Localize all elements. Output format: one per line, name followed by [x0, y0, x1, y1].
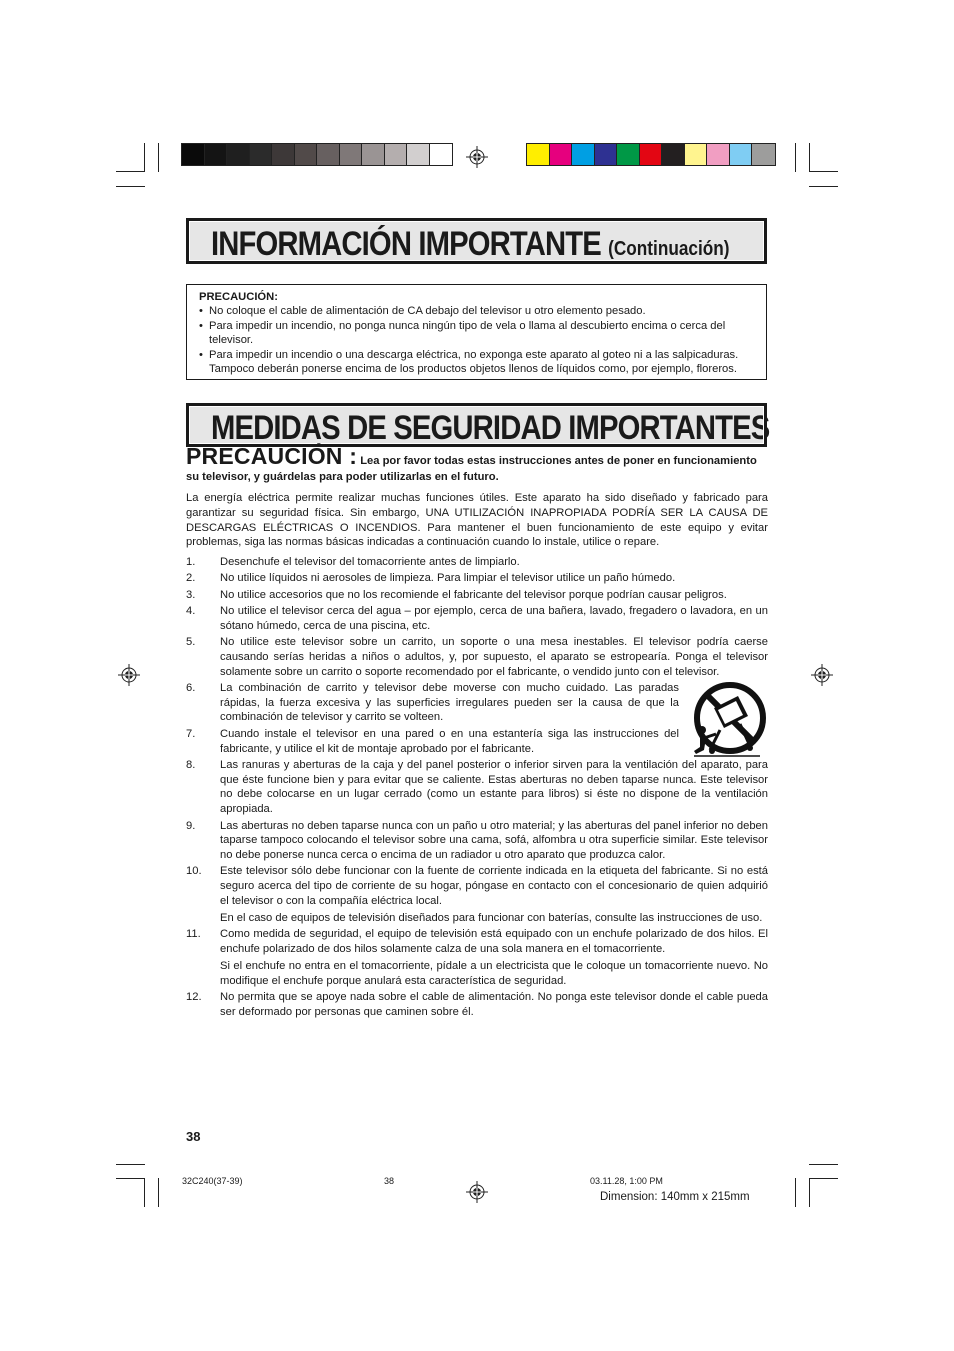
gray-swatch — [407, 144, 430, 165]
footer-date: 03.11.28, 1:00 PM — [590, 1176, 663, 1186]
precaution-label: PRECAUCIÓN : — [186, 443, 358, 469]
page-title — [211, 224, 729, 269]
list-item — [186, 604, 768, 634]
precaution-intro — [186, 443, 769, 485]
gray-swatch — [430, 144, 453, 165]
list-item — [186, 588, 768, 603]
gray-swatch — [362, 144, 385, 165]
item-text: Desenchufe el televisor del tomacorriente antes de limpiarlo. — [220, 556, 520, 568]
color-swatch — [595, 144, 618, 165]
item-number: 5. — [186, 635, 196, 648]
list-item — [186, 864, 768, 925]
list-item — [186, 681, 768, 725]
footer-dimension: Dimension: 140mm x 215mm — [600, 1191, 750, 1203]
item-text: No utilice este televisor sobre un carrito, un soporte o una mesa inestables. El televisor podría caerse causando serías heridas a niños o adultos, y, por supuesto, el aparato se estropearía. Ponga el televisor solamente sobre un carrito o soporte recomendado por el fabricante, o vendido junto con el televisor. — [220, 635, 768, 678]
item-text: Este televisor sólo debe funcionar con la fuente de corriente indicada en la etiqueta del fabricante. Si no está seguro acerca del tipo de corriente de su hogar, póngase en contacto con el concesionario de quien adquirió el televisor o con la compañía eléctrica local. — [220, 865, 768, 908]
item-number: 11. — [186, 928, 201, 941]
item-text: Cuando instale el televisor en una pared o en una estantería siga las instrucciones del fabricante, y utilice el kit de montaje aprobado por el fabricante. — [220, 727, 679, 755]
registration-mark-icon — [811, 664, 833, 686]
safety-list — [186, 555, 768, 1021]
item-number: 2. — [186, 572, 196, 585]
item-text: Si el enchufe no entra en el tomacorriente, pídale a un electricista que le coloque un tomacorriente nuevo. No modifique el enchufe porque anulará esta característica de seguridad. — [220, 959, 768, 987]
item-number: 10. — [186, 865, 202, 878]
intro-paragraph: La energía eléctrica permite realizar muchas funciones útiles. Este aparato ha sido diseñado y fabricado para garantizar su seguridad física. Sin embargo, UNA UTILIZACIÓN INAPROPIADA PODRÍA SER LA CAUSA DE DESCARGAS ELÉCTRICAS O INCENDIOS. Para mantener el buen funcionamiento de este equipo y evitar problemas, siga las normas básicas indicadas a continuación cuando lo instale, utilice o repare. — [186, 492, 768, 549]
item-text: Como medida de seguridad, el equipo de televisión está equipado con un enchufe polarizado de dos hilos. El enchufe polarizado de dos hilos solamente calza de una sola manera en el tomacorriente. — [220, 928, 768, 955]
item-text: No utilice el televisor cerca del agua – por ejemplo, cerca de una bañera, lavado, fregadero o lavadora, en un sótano húmedo, cerca de una piscina, etc. — [220, 604, 768, 632]
item-number: 1. — [186, 556, 196, 568]
grayscale-color-bar — [181, 143, 453, 166]
gray-swatch — [317, 144, 340, 165]
title-subtitle: (Continuación) — [608, 238, 730, 260]
registration-mark-icon — [466, 146, 488, 168]
item-number: 8. — [186, 758, 196, 771]
title-text: INFORMACIÓN IMPORTANTE — [211, 225, 601, 263]
caution-item: • Para impedir un incendio o una descarga eléctrica, no exponga este aparato al goteo ni a las salpicaduras. Tampoco deberán ponerse encima de los productos objetos llenos de líquidos como, por ejemplo, floreros. — [199, 348, 758, 377]
color-swatch — [685, 144, 708, 165]
item-text: La combinación de carrito y televisor debe moverse con mucho cuidado. Las paradas rápidas, la fuerza excesiva y las superficies irregulares pueden ser la causa de que la combinación de televisor y carrito se volteen. — [220, 681, 679, 724]
process-color-bar — [526, 143, 776, 166]
item-text: En el caso de equipos de televisión diseñados para funcionar con baterías, consulte las instrucciones de uso. — [220, 911, 763, 924]
list-item — [186, 990, 768, 1020]
item-number: 3. — [186, 588, 196, 601]
registration-mark-icon — [466, 1181, 488, 1203]
color-swatch — [572, 144, 595, 165]
list-item — [186, 555, 768, 570]
gray-swatch — [182, 144, 205, 165]
precaution-text: Lea por favor todas estas instrucciones antes de poner en funcionamiento su televisor, y guárdelas para poder utilizarlas en el futuro. — [186, 455, 757, 483]
gray-swatch — [295, 144, 318, 165]
list-item — [186, 819, 768, 863]
gray-swatch — [385, 144, 408, 165]
page-number: 38 — [186, 1129, 201, 1144]
color-swatch — [662, 144, 685, 165]
item-number: 12. — [186, 990, 202, 1003]
gray-swatch — [272, 144, 295, 165]
list-item — [186, 727, 768, 757]
color-swatch — [752, 144, 775, 165]
gray-swatch — [340, 144, 363, 165]
registration-mark-icon — [118, 664, 140, 686]
item-text: Las ranuras y aberturas de la caja y del panel posterior o inferior sirven para la ventilación del aparato, para que éste funcione bien y para evitar que se caliente. Estas aberturas no deben taparse nunca. Este televisor no debe colocarse en un lugar cerrado (como un estante para libros) si éste no dispone de la ventilación apropiada. — [220, 758, 768, 816]
caution-heading: PRECAUCIÓN: — [199, 291, 278, 303]
list-item — [186, 635, 768, 679]
list-item — [186, 758, 768, 817]
caution-list — [199, 304, 758, 376]
section-title: MEDIDAS DE SEGURIDAD IMPORTANTES — [211, 409, 770, 447]
item-text: No utilice líquidos ni aerosoles de limpieza. Para limpiar el televisor utilice un paño húmedo. — [220, 572, 676, 585]
cart-tip-warning-icon — [690, 678, 766, 758]
section-header-medidas — [186, 403, 770, 447]
gray-swatch — [250, 144, 273, 165]
gray-swatch — [205, 144, 228, 165]
color-swatch — [707, 144, 730, 165]
list-item — [186, 571, 768, 586]
gray-swatch — [227, 144, 250, 165]
color-swatch — [640, 144, 663, 165]
item-text: No permita que se apoye nada sobre el cable de alimentación. No ponga este televisor donde el cable pueda ser deformado por personas que caminen sobre él. — [220, 990, 768, 1018]
item-number: 6. — [186, 681, 196, 694]
list-item — [186, 927, 768, 988]
item-number: 4. — [186, 604, 196, 617]
color-swatch — [730, 144, 753, 165]
item-text: Las aberturas no deben taparse nunca con un paño u otro material; y las aberturas del panel inferior no deben taparse tampoco colocando el televisor sobre una cama, sofá, alfombra u otra superficie similar. Este televisor no debe ponerse nunca cerca o encima de un radiador u otro aparato que produzca calor. — [220, 819, 768, 862]
footer-file: 32C240(37-39) — [182, 1176, 243, 1186]
caution-box — [186, 284, 767, 380]
item-number: 7. — [186, 727, 196, 740]
section-header-informacion — [186, 218, 767, 264]
caution-item: • Para impedir un incendio, no ponga nunca ningún tipo de vela o llama al descubierto encima o cerca del televisor. — [199, 319, 758, 348]
color-swatch — [617, 144, 640, 165]
footer-center-number: 38 — [384, 1176, 395, 1186]
item-text: No utilice accesorios que no los recomiende el fabricante del televisor porque podrían causar peligros. — [220, 588, 727, 601]
item-number: 9. — [186, 819, 196, 832]
caution-item: • No coloque el cable de alimentación de CA debajo del televisor u otro elemento pesado. — [199, 304, 758, 318]
color-swatch — [527, 144, 550, 165]
color-swatch — [550, 144, 573, 165]
